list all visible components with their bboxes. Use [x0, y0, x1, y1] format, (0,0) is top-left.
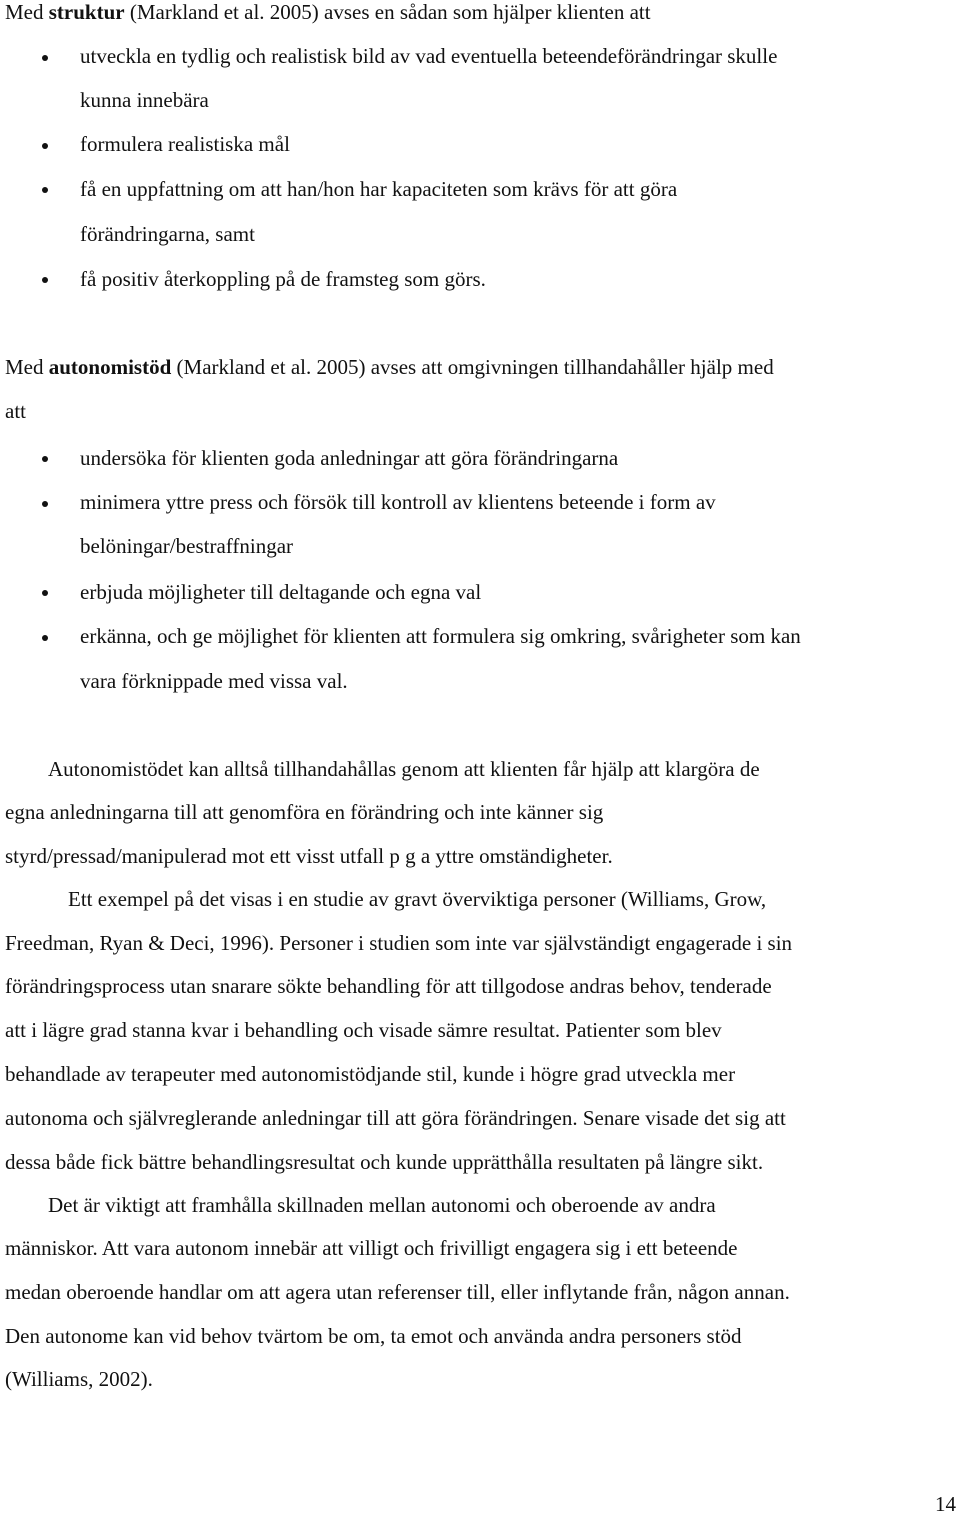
bullet-marker	[42, 590, 48, 596]
list-item-line: förändringarna, samt	[80, 222, 255, 246]
paragraph-line: styrd/pressad/manipulerad mot ett visst utfall p g a yttre omständigheter.	[5, 844, 613, 868]
list-item-line: få en uppfattning om att han/hon har kapaciteten som krävs för att göra	[80, 177, 678, 201]
struktur-intro-prefix: Med	[5, 0, 49, 24]
paragraph-line: Ett exempel på det visas i en studie av gravt överviktiga personer (Williams, Grow,	[68, 887, 767, 911]
paragraph-line: att i lägre grad stanna kvar i behandling och visade sämre resultat. Patienter som blev	[5, 1018, 722, 1042]
list-item-line: erbjuda möjligheter till deltagande och egna val	[80, 580, 482, 604]
list-item-line: undersöka för klienten goda anledningar att göra förändringarna	[80, 446, 619, 470]
autonomistod-intro-line2: att	[5, 399, 26, 423]
list-item-line: kunna innebära	[80, 88, 209, 112]
list-item-line: minimera yttre press och försök till kontroll av klientens beteende i form av	[80, 490, 716, 514]
paragraph-line: människor. Att vara autonom innebär att villigt och frivilligt engagera sig i ett beteende	[5, 1236, 738, 1260]
list-item-line: utveckla en tydlig och realistisk bild av vad eventuella beteendeförändringar skulle	[80, 44, 778, 68]
struktur-intro-suffix: (Markland et al. 2005) avses en sådan som hjälper klienten att	[124, 0, 651, 24]
paragraph-line: medan oberoende handlar om att agera utan referenser till, eller inflytande från, någon annan.	[5, 1280, 790, 1304]
paragraph-line: dessa både fick bättre behandlingsresultat och kunde upprätthålla resultaten på längre sikt.	[5, 1150, 764, 1174]
paragraph-line: Freedman, Ryan & Deci, 1996). Personer i studien som inte var självständigt engagerade i sin	[5, 931, 793, 955]
autonomistod-intro-suffix: (Markland et al. 2005) avses att omgivningen tillhandahåller hjälp med	[171, 355, 774, 379]
bullet-marker	[42, 635, 48, 641]
bullet-marker	[42, 277, 48, 283]
paragraph-line: Autonomistödet kan alltså tillhandahållas genom att klienten får hjälp att klargöra de	[48, 757, 760, 781]
list-item-line: vara förknippade med vissa val.	[80, 669, 348, 693]
list-item-line: erkänna, och ge möjlighet för klienten att formulera sig omkring, svårigheter som kan	[80, 624, 801, 648]
list-item-line: formulera realistiska mål	[80, 132, 290, 156]
bullet-marker	[42, 187, 48, 193]
struktur-intro	[5, 0, 651, 24]
bullet-marker	[42, 55, 48, 61]
paragraph-line: egna anledningarna till att genomföra en förändring och inte känner sig	[5, 800, 604, 824]
bullet-marker	[42, 143, 48, 149]
autonomistod-intro-prefix: Med	[5, 355, 49, 379]
paragraph-line: Den autonome kan vid behov tvärtom be om, ta emot och använda andra personers stöd	[5, 1324, 742, 1348]
paragraph-line: (Williams, 2002).	[5, 1367, 153, 1391]
struktur-term: struktur	[48, 0, 125, 24]
list-item-line: belöningar/bestraffningar	[80, 534, 294, 558]
paragraph-line: förändringsprocess utan snarare sökte behandling för att tillgodose andras behov, tenderade	[5, 974, 772, 998]
paragraph-line: behandlade av terapeuter med autonomistödjande stil, kunde i högre grad utveckla mer	[5, 1062, 736, 1086]
bullet-marker	[42, 501, 48, 507]
paragraph-line: autonoma och självreglerande anledningar till att göra förändringen. Senare visade det sig att	[5, 1106, 786, 1130]
paragraph-line: Det är viktigt att framhålla skillnaden mellan autonomi och oberoende av andra	[48, 1193, 716, 1217]
bullet-marker	[42, 456, 48, 462]
autonomistod-term: autonomistöd	[48, 355, 172, 379]
page-number: 14	[935, 1492, 956, 1516]
autonomistod-intro	[5, 355, 774, 379]
list-item-line: få positiv återkoppling på de framsteg som görs.	[80, 267, 486, 291]
